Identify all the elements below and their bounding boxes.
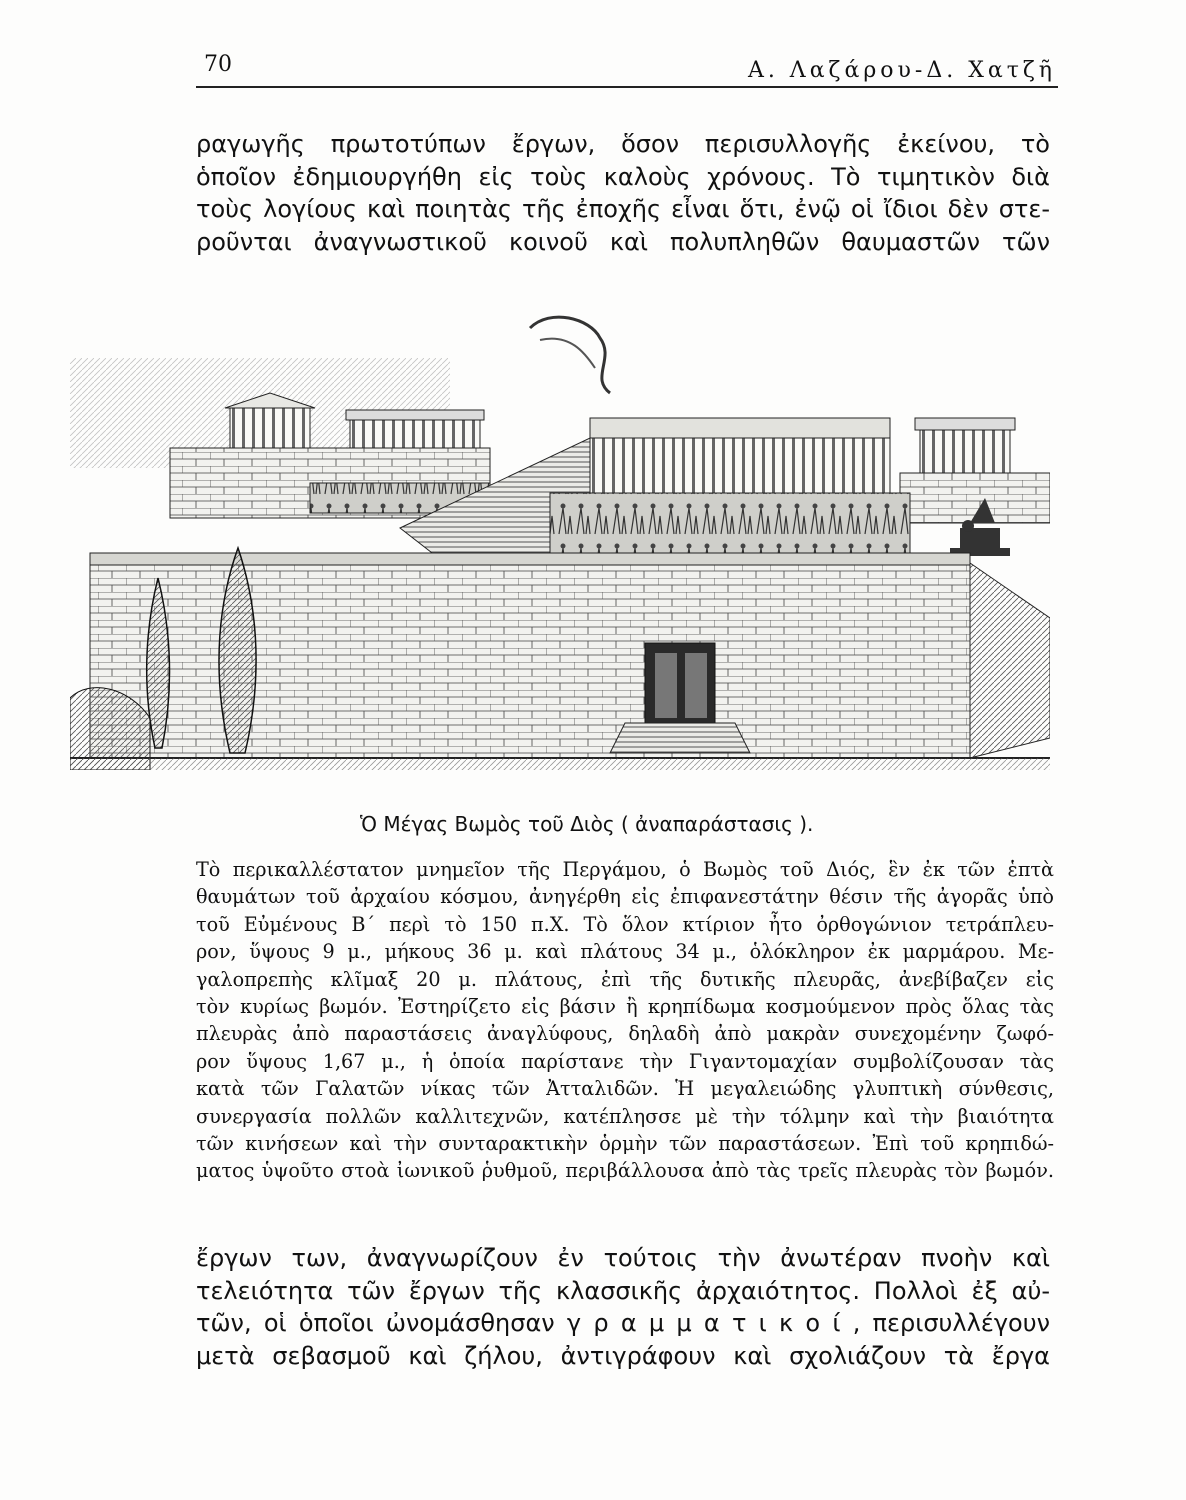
page-header: [196, 46, 1056, 84]
text-line: ἔργων των, ἀναγνωρίζουν ἐν τούτοις τὴν ἀνωτέραν πνοὴν καὶ: [196, 1244, 1050, 1272]
text-line: ραγωγῆς πρωτοτύπων ἔργων, ὅσον περισυλλογῆς ἐκείνου, τὸ: [196, 130, 1050, 158]
description-line: τὸν κυρίως βωμόν. Ἐστηρίζετο εἰς βάσιν ἢ κρηπίδωμα κοσμούμενον πρὸς ὅλας τὰς: [196, 995, 1054, 1019]
text-line: τῶν, οἱ ὁποῖοι ὠνομάσθησαν γ ρ α μ μ α τ ι κ ο ί , περισυλλέγουν: [196, 1309, 1050, 1337]
description-line: ματος ὑψοῦτο στοὰ ἰωνικοῦ ῥυθμοῦ, περιβάλλουσα ἀπὸ τὰς τρεῖς πλευρὰς τὸν βωμόν.: [196, 1159, 1054, 1183]
running-head: Α. Λαζάρου-Δ. Χατζῆ: [747, 58, 1056, 83]
description-line: Τὸ περικαλλέστατον μνημεῖον τῆς Περγάμου, ὁ Βωμὸς τοῦ Διός, ἓν ἐκ τῶν ἑπτὰ: [196, 858, 1054, 881]
description-line: τοῦ Εὐμένους Β΄ περὶ τὸ 150 π.Χ. Τὸ ὅλον κτίριον ἦτο ὀρθογώνιον τετράπλευ-: [196, 912, 1054, 936]
header-rule: [196, 86, 1058, 88]
altar-engraving: [70, 298, 1050, 770]
text-line: ὁποῖον ἐδημιουργήθη εἰς τοὺς καλοὺς χρόνους. Τὸ τιμητικὸν διὰ: [196, 162, 1050, 191]
body-text-bottom: [196, 1242, 1050, 1372]
body-text-top: [196, 128, 1050, 258]
description-line: τῶν κινήσεων καὶ τὴν συνταρακτικὴν ὁρμὴν τῶν παραστάσεων. Ἐπὶ τοῦ κρηπιδώ-: [196, 1132, 1054, 1156]
description-line: πλευρὰς ἀπὸ παραστάσεις ἀναγλύφους, δηλαδὴ ἀπὸ μακρὰν συνεχομένην ζωφό-: [196, 1022, 1054, 1046]
text-line: τοὺς λογίους καὶ ποιητὰς τῆς ἐποχῆς εἶναι ὅτι, ἐνῷ οἱ ἴδιοι δὲν στε-: [196, 195, 1050, 223]
figure-caption: Ὁ Μέγας Βωμὸς τοῦ Διὸς ( ἀναπαράστασις ).: [360, 812, 814, 836]
page-number: 70: [204, 52, 232, 77]
text-line: μετὰ σεβασμοῦ καὶ ζήλου, ἀντιγράφουν καὶ σχολιάζουν τὰ ἔργα: [196, 1341, 1050, 1370]
description-line: θαυμάτων τοῦ ἀρχαίου κόσμου, ἀνηγέρθη εἰς ἐπιφανεστάτην θέσιν τῆς ἀγορᾶς ὑπὸ: [196, 885, 1054, 909]
text-line: τελειότητα τῶν ἔργων τῆς κλασσικῆς ἀρχαιότητος. Πολλοὶ ἐξ αὐ-: [196, 1276, 1050, 1305]
altar-illustration: [70, 298, 1050, 770]
description-line: συνεργασία πολλῶν καλλιτεχνῶν, κατέπλησσε μὲ τὴν τόλμην καὶ τὴν βιαιότητα: [196, 1104, 1054, 1128]
description-line: γαλοπρεπὴς κλῖμαξ 20 μ. πλάτους, ἐπὶ τῆς δυτικῆς πλευρᾶς, ἀνεβίβαζεν εἰς: [196, 967, 1054, 991]
description-line: ρον ὕψους 1,67 μ., ἡ ὁποία παρίστανε τὴν Γιγαντομαχίαν συμβολίζουσαν τὰς: [196, 1049, 1054, 1073]
description-line: ρον, ὕψους 9 μ., μήκους 36 μ. καὶ πλάτους 34 μ., ὁλόκληρον ἐκ μαρμάρου. Με-: [196, 940, 1054, 964]
figure-description: [196, 856, 1054, 1185]
description-line: κατὰ τῶν Γαλατῶν νίκας τῶν Ἀτταλιδῶν. Ἡ μεγαλειώδης γλυπτικὴ σύνθεσις,: [196, 1077, 1054, 1101]
text-line: ροῦνται ἀναγνωστικοῦ κοινοῦ καὶ πολυπληθῶν θαυμαστῶν τῶν: [196, 227, 1050, 256]
